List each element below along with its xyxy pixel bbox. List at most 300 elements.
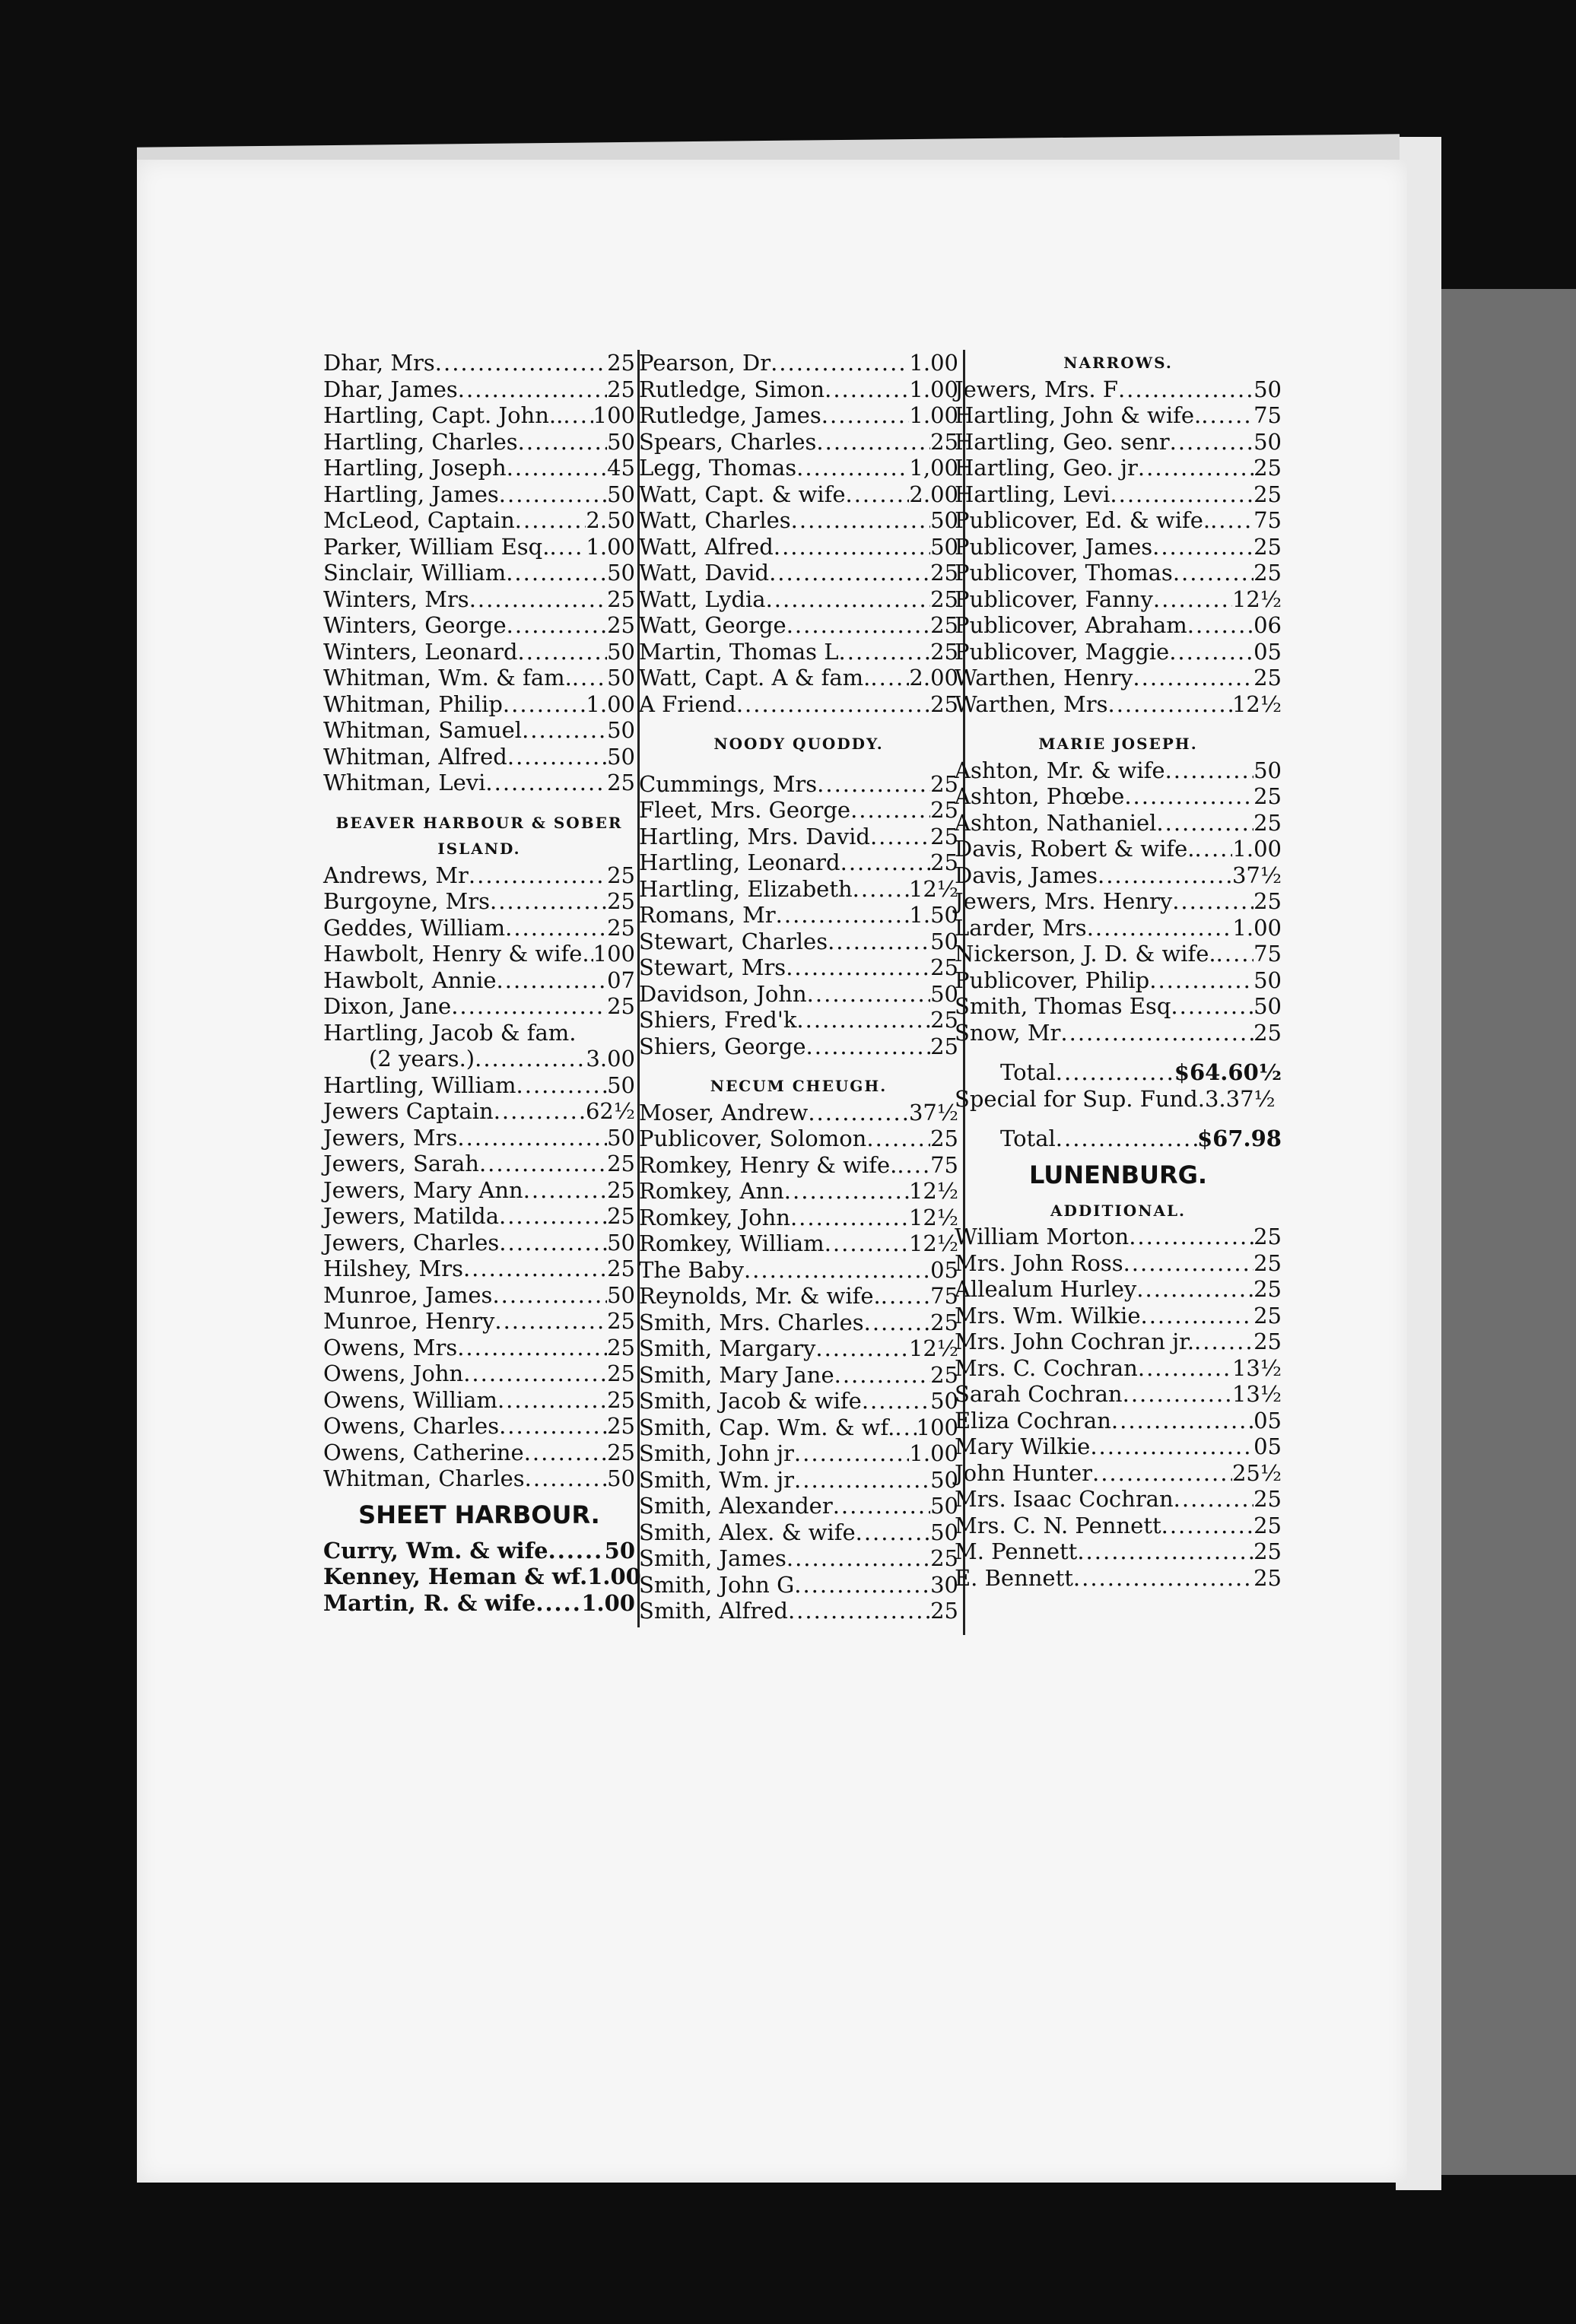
leader-dots (505, 915, 607, 941)
entry-name: Sarah Cochran (955, 1381, 1123, 1407)
leader-dots (469, 586, 607, 613)
entry-name: Dhar, Mrs (323, 350, 435, 376)
entry-amount: 25 (930, 638, 958, 665)
entry-name: Mrs. Isaac Cochran (955, 1486, 1174, 1512)
entry-row (639, 612, 958, 639)
entry-name: Smith, John G (639, 1571, 795, 1598)
entry-name: Hawbolt, Annie (323, 967, 497, 993)
entry-amount: 25 (607, 914, 635, 941)
entry-row (639, 1519, 958, 1546)
leader-dots (1156, 810, 1253, 837)
leader-dots (806, 1033, 931, 1060)
entry-amount: 05 (1253, 1433, 1282, 1459)
entry-amount: 50 (1253, 967, 1282, 993)
entry-name: Mrs. C. N. Pennett (955, 1512, 1161, 1538)
entry-name: Cummings, Mrs (639, 770, 818, 797)
entry-row (955, 429, 1282, 456)
entry-row (639, 1205, 958, 1231)
entry-row (323, 1098, 635, 1125)
leader-dots (458, 376, 607, 403)
entry-name: Snow, Mr (955, 1019, 1061, 1046)
leader-dots (833, 1493, 930, 1519)
entry-row (639, 849, 958, 876)
entry-row (323, 507, 635, 534)
leader-dots (736, 691, 930, 718)
entry-amount: 25 (607, 1308, 635, 1334)
total-label: Total (1000, 1059, 1056, 1085)
entry-amount: 25 (930, 1125, 958, 1151)
entry-amount: 1.00 (909, 350, 958, 376)
entry-row (323, 1413, 635, 1440)
entry-amount: 50 (607, 638, 635, 665)
entry-name: The Baby (639, 1256, 744, 1283)
leader-dots (499, 1230, 607, 1256)
entry-amount: 25 (930, 849, 958, 875)
entry-name: Winters, George (323, 612, 507, 638)
entry-row (955, 376, 1282, 403)
entry-name: Munroe, James (323, 1281, 493, 1308)
entry-row (323, 862, 635, 889)
leader-dots (794, 1440, 910, 1467)
entry-row (323, 1177, 635, 1204)
entry-amount: 50 (930, 1466, 958, 1493)
entry-row (323, 639, 635, 665)
leader-dots (769, 560, 930, 586)
entry-amount: 45 (607, 455, 635, 481)
leader-dots (894, 1414, 916, 1441)
entry-row (323, 534, 635, 560)
entry-row (955, 1513, 1282, 1539)
entry-row (955, 612, 1282, 639)
entry-name: Whitman, Charles (323, 1465, 525, 1491)
col1-list-3 (323, 1072, 635, 1492)
entry-name: Jewers, Mrs. Henry (955, 888, 1173, 914)
entry-name: Smith, Mrs. Charles (639, 1309, 864, 1335)
entry-amount: 1.00 (909, 1440, 958, 1466)
leader-dots (524, 1440, 607, 1466)
heading-narrows: NARROWS. (1063, 354, 1173, 372)
entry-amount: 25 (607, 888, 635, 914)
entry-amount: 12½ (908, 1204, 958, 1230)
leader-dots (507, 612, 607, 639)
entry-name: Reynolds, Mr. & wife. (639, 1283, 881, 1309)
entry-name: Hartling, Levi (955, 481, 1111, 507)
entry-name: Mrs. Wm. Wilkie (955, 1302, 1141, 1329)
entry-row (323, 770, 635, 796)
entry-name: Davis, James (955, 862, 1098, 888)
entry-name: Hartling, Joseph (323, 455, 507, 481)
leader-dots (815, 1335, 909, 1362)
leader-dots (1110, 481, 1253, 508)
total-row (955, 1059, 1282, 1086)
entry-name: Pearson, Dr (639, 350, 771, 376)
leader-dots (796, 1007, 930, 1033)
entry-row (955, 665, 1282, 691)
entry-amount: 37½ (908, 1099, 958, 1125)
leader-dots (774, 534, 930, 560)
entry-row (639, 507, 958, 534)
leader-dots (1090, 1433, 1253, 1460)
entry-name: Ashton, Phœbe (955, 783, 1125, 809)
entry-amount: 2.50 (586, 507, 635, 533)
entry-amount: 50 (607, 481, 635, 507)
entry-amount: 25 (607, 1386, 635, 1413)
entry-row (639, 1493, 958, 1519)
entry-row (639, 929, 958, 955)
entry-amount: 100 (593, 941, 635, 967)
entry-row (955, 1460, 1282, 1487)
entry-amount: 25 (930, 586, 958, 612)
entry-name: Fleet, Mrs. George (639, 797, 851, 823)
entry-name: Winters, Mrs (323, 586, 469, 612)
entry-row (639, 1152, 958, 1179)
entry-row (639, 560, 958, 586)
leader-dots (549, 534, 586, 560)
entry-row (955, 507, 1282, 534)
entry-row (955, 1565, 1282, 1592)
entry-amount: 25 (930, 691, 958, 717)
leader-dots (1060, 1020, 1253, 1046)
leader-dots (825, 376, 909, 403)
entry-name: Publicover, Abraham (955, 612, 1187, 638)
entry-name: Hartling, Geo. senr (955, 428, 1170, 455)
entry-row (955, 534, 1282, 560)
leader-dots (850, 797, 930, 824)
entry-amount: 13½ (1231, 1381, 1282, 1407)
leader-dots (507, 744, 607, 770)
entry-name: Smith, Wm. jr (639, 1466, 795, 1493)
leader-dots (497, 967, 608, 994)
leader-dots (791, 507, 930, 534)
entry-name: Owens, William (323, 1386, 497, 1413)
entry-amount: 25 (1253, 455, 1282, 481)
spacer (955, 1046, 1282, 1059)
leader-dots (1169, 639, 1253, 665)
entry-row (955, 1355, 1282, 1382)
leader-dots (862, 1388, 930, 1414)
leader-dots (784, 1178, 909, 1205)
entry-name: Burgoyne, Mrs (323, 888, 490, 914)
entry-amount: 25 (607, 350, 635, 376)
entry-amount: 13½ (1231, 1354, 1282, 1381)
entry-amount: 12½ (1231, 586, 1282, 612)
leader-dots (1124, 783, 1253, 810)
entry-name: Hartling, Elizabeth (639, 875, 853, 902)
entry-row (323, 1282, 635, 1309)
entry-amount: 50 (607, 1281, 635, 1308)
leader-dots (563, 402, 593, 429)
entry-name: Allealum Hurley (955, 1276, 1137, 1302)
entry-name: Smith, Thomas Esq (955, 993, 1171, 1019)
entry-row (955, 1538, 1282, 1565)
entry-name: Hartling, Capt. John.. (323, 402, 564, 428)
entry-amount: 25 (1253, 1564, 1282, 1591)
leader-dots (1098, 862, 1232, 889)
entry-name: Hartling, Mrs. David (639, 823, 870, 849)
entry-amount: 25 (930, 1598, 958, 1624)
entry-amount: 12½ (908, 1335, 958, 1361)
leader-dots (523, 1177, 607, 1204)
special-fund-row (955, 1086, 1282, 1113)
entry-name: Publicover, Thomas (955, 560, 1173, 586)
heading-island: ISLAND. (437, 840, 521, 858)
entry-row (639, 1362, 958, 1389)
entry-name: Smith, Alfred (639, 1598, 788, 1624)
entry-row (639, 691, 958, 718)
entry-row (323, 1335, 635, 1361)
entry-amount: 25 (607, 1334, 635, 1360)
heading-noody-quoddy: NOODY QUODDY. (713, 735, 884, 753)
leader-dots (790, 1205, 909, 1231)
entry-name: Ashton, Mr. & wife (955, 757, 1165, 783)
entry-amount: 25 (607, 1176, 635, 1203)
leader-dots (506, 560, 607, 586)
entry-amount: 25 (930, 428, 958, 455)
spacer (955, 1112, 1282, 1125)
entry-row (955, 783, 1282, 810)
entry-amount: 1.50 (909, 902, 958, 928)
entry-amount: 50 (607, 428, 635, 455)
leader-dots (522, 717, 607, 744)
entry-amount: 50 (1253, 428, 1282, 455)
entry-row (639, 1178, 958, 1205)
leader-dots (1111, 1408, 1253, 1434)
leader-dots (1123, 1381, 1232, 1408)
entry-row (639, 1572, 958, 1599)
entry-name: Martin, Thomas L (639, 638, 839, 665)
entry-amount: 37½ (1231, 862, 1282, 888)
entry-row (955, 455, 1282, 481)
entry-name: Jewers, Charles (323, 1229, 500, 1256)
entry-name: Romkey, Ann (639, 1178, 784, 1204)
col1-list-4 (323, 1537, 641, 1617)
entry-amount: 25 (1253, 809, 1282, 836)
leader-dots (485, 770, 607, 796)
entry-amount: 25 (607, 1360, 635, 1386)
leader-dots (499, 1203, 607, 1230)
entry-amount: 50 (930, 507, 958, 533)
entry-row (323, 717, 635, 744)
entry-amount: 50 (607, 1229, 635, 1256)
entry-amount: 25 (930, 560, 958, 586)
entry-row (639, 954, 958, 981)
entry-amount: 25 (1253, 1329, 1282, 1354)
leader-dots (788, 1598, 930, 1624)
entry-amount: 07 (607, 967, 635, 993)
entry-row (323, 350, 635, 376)
entry-row (323, 691, 635, 718)
entry-name: Whitman, Philip (323, 691, 503, 717)
entry-row (639, 1388, 958, 1414)
entry-amount: 25 (607, 993, 635, 1019)
entry-amount: 25 (1253, 1538, 1282, 1564)
leader-dots (786, 1545, 930, 1572)
leader-dots (825, 1230, 909, 1257)
entry-name: (2 years.) (369, 1046, 475, 1072)
entry-row (639, 1335, 958, 1362)
entry-amount: 50 (607, 1465, 635, 1491)
leader-dots (1123, 1250, 1254, 1277)
entry-amount: 25 (930, 1033, 958, 1059)
entry-amount: 62½ (585, 1098, 635, 1124)
leader-dots (1152, 534, 1253, 560)
entry-row (323, 1465, 635, 1492)
entry-amount: 50 (607, 560, 635, 586)
entry-row (639, 1467, 958, 1494)
entry-name: Sinclair, William (323, 560, 507, 586)
entry-name: Jewers, Mrs (323, 1124, 458, 1151)
entry-name: Owens, Charles (323, 1413, 500, 1439)
leader-dots (1140, 1303, 1253, 1329)
col1-list-2 (323, 862, 635, 1020)
leader-dots (881, 1283, 930, 1310)
entry-amount: 50 (930, 928, 958, 954)
entry-amount: 50 (607, 1072, 635, 1098)
entry-name: Romkey, William (639, 1230, 825, 1256)
entry-amount: 25 (1253, 1302, 1282, 1329)
entry-row (955, 691, 1282, 718)
col3-list-2 (955, 757, 1282, 1046)
leader-dots (525, 1465, 607, 1492)
entry-name: Nickerson, J. D. & wife. (955, 941, 1216, 967)
entry-name: Stewart, Charles (639, 928, 828, 954)
leader-dots (516, 1072, 608, 1099)
col2-list-3 (639, 1100, 958, 1624)
special-fund-label: Special for Sup. Fund. (955, 1085, 1205, 1112)
entry-name: Parker, William Esq. (323, 533, 550, 560)
entry-amount: 100 (593, 402, 635, 428)
entry-row (323, 1387, 635, 1414)
entry-amount: 50 (607, 665, 635, 691)
entry-name: Legg, Thomas (639, 455, 797, 481)
entry-name: Larder, Mrs (955, 914, 1087, 941)
entry-row (323, 429, 635, 456)
leader-dots (507, 455, 607, 481)
entry-name: Hawbolt, Henry & wife. (323, 941, 589, 967)
leader-dots (776, 902, 910, 929)
entry-row (323, 744, 635, 770)
entry-amount: 25 (607, 1203, 635, 1229)
entry-name: Mrs. John Cochran jr. (955, 1329, 1195, 1354)
entry-amount: 1.00 (581, 1589, 635, 1616)
entry-amount: 05 (1253, 1407, 1282, 1433)
spacer (639, 757, 958, 771)
total-amount: $64.60½ (1174, 1059, 1282, 1085)
entry-amount: 50 (607, 1124, 635, 1151)
leader-dots (821, 402, 910, 429)
entry-row (955, 836, 1282, 862)
entry-row (323, 1046, 635, 1072)
leader-dots (1161, 1513, 1253, 1539)
entry-amount: 50 (930, 533, 958, 560)
entry-row (955, 993, 1282, 1020)
leader-dots (1108, 691, 1232, 718)
leader-dots (1194, 1329, 1253, 1355)
leader-dots (494, 1308, 607, 1335)
entry-name: Owens, Catherine (323, 1439, 524, 1465)
entry-amount: 1.00 (587, 1564, 641, 1589)
entry-amount: 50 (930, 1519, 958, 1545)
entry-name: Eliza Cochran (955, 1407, 1111, 1433)
entry-name: Dhar, James (323, 376, 458, 402)
leader-dots (1165, 757, 1254, 784)
entry-row (323, 612, 635, 639)
leader-dots (1118, 376, 1253, 403)
entry-amount: 25 (1253, 783, 1282, 809)
leader-dots (490, 888, 607, 915)
entry-name: M. Pennett (955, 1538, 1078, 1564)
entry-row (955, 1433, 1282, 1460)
entry-row (323, 1538, 635, 1564)
entry-name: Whitman, Levi (323, 770, 486, 795)
entry-row (639, 1033, 958, 1060)
leader-dots (499, 481, 607, 508)
entry-row (323, 1440, 635, 1466)
leader-dots (856, 1519, 930, 1546)
leader-dots (1216, 941, 1253, 967)
entry-name: Munroe, Henry (323, 1308, 495, 1334)
entry-name: Smith, Mary Jane (639, 1361, 834, 1388)
entry-name: Mary Wilkie (955, 1433, 1091, 1459)
entry-name: Owens, John (323, 1360, 464, 1386)
entry-row (639, 639, 958, 665)
entry-row (639, 797, 958, 824)
entry-amount: 50 (930, 1388, 958, 1414)
entry-name: Smith, Alex. & wife (639, 1519, 856, 1545)
entry-amount: 50 (607, 717, 635, 743)
leader-dots (494, 1098, 586, 1125)
entry-name: Smith, Jacob & wife (639, 1388, 862, 1414)
leader-dots (1153, 586, 1232, 613)
entry-name: Watt, Capt. & wife (639, 481, 846, 507)
entry-amount: 2.00 (909, 481, 958, 507)
entry-row (955, 941, 1282, 967)
entry-row (639, 876, 958, 903)
entry-row (955, 888, 1282, 915)
heading-lunenburg: LUNENBURG. (1028, 1160, 1208, 1189)
heading-beaver-harbour: BEAVER HARBOUR & SOBER (335, 813, 623, 832)
entry-amount: 1.00 (909, 402, 958, 428)
entry-amount: 25 (607, 586, 635, 612)
entry-name: Hartling, William (323, 1072, 516, 1098)
entry-name: McLeod, Captain (323, 507, 515, 533)
entry-name: Warthen, Mrs (955, 691, 1108, 717)
entry-row (323, 888, 635, 915)
leader-dots (808, 1100, 909, 1126)
entry-name: Winters, Leonard (323, 638, 518, 665)
entry-name: Andrews, Mr (323, 862, 469, 888)
entry-amount: 50 (607, 743, 635, 770)
leader-dots (816, 429, 930, 456)
col1-list-1 (323, 350, 635, 796)
leader-dots (796, 455, 909, 481)
entry-row (639, 1310, 958, 1336)
entry-row (639, 534, 958, 560)
leader-dots (834, 1362, 930, 1389)
entry-row (323, 1230, 635, 1256)
leader-dots (479, 1151, 607, 1177)
entry-amount: 100 (916, 1414, 958, 1440)
entry-amount: 25 (1253, 1276, 1282, 1302)
entry-amount: 12½ (908, 1178, 958, 1204)
entry-row (323, 993, 635, 1020)
leader-dots (1187, 612, 1253, 639)
leader-dots (435, 350, 607, 376)
leader-dots (535, 1590, 581, 1617)
heading-necum-cheugh: NECUM CHEUGH. (710, 1077, 888, 1095)
entry-row (639, 1230, 958, 1257)
leader-dots (1092, 1460, 1232, 1487)
